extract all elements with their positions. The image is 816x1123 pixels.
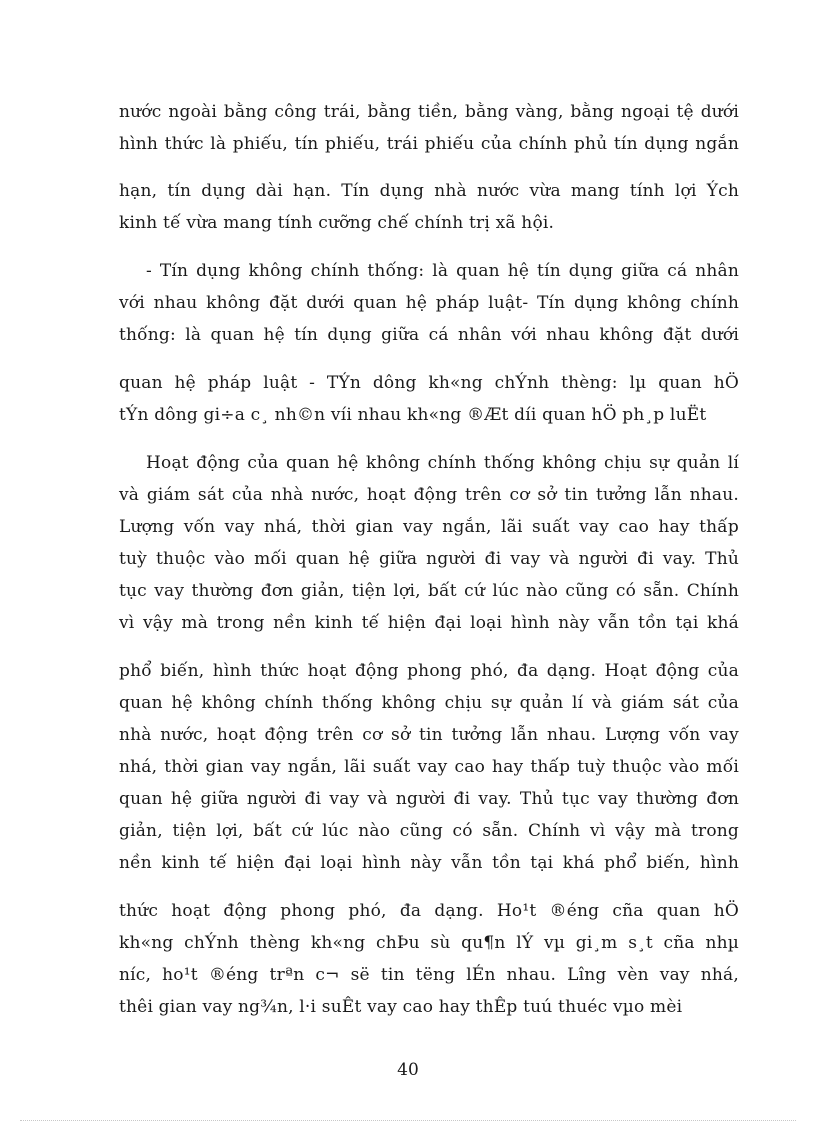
page-bottom-rule <box>20 1120 796 1121</box>
text-line: Hoạt động của quan hệ không chính thống không chịu sự quản lí <box>146 453 739 473</box>
text-line: quan hệ không chính thống không chịu sự quản lí và giám sát của <box>119 693 739 713</box>
text-line: Lượng vốn vay nhá, thời gian vay ngắn, lãi suất vay cao hay thấp <box>119 517 739 537</box>
page-number: 40 <box>397 1060 419 1080</box>
text-line: thống: là quan hệ tín dụng giữa cá nhân với nhau không đặt dưới <box>119 325 739 345</box>
text-line: tục vay thường đơn giản, tiện lợi, bất cứ lúc nào cũng có sẵn. Chính <box>119 581 739 601</box>
text-line: tÝn dông gi÷a c¸ nh©n víi nhau kh«ng ®Æt díi quan hÖ ph¸p luËt <box>119 405 707 425</box>
text-line: kinh tế vừa mang tính cưỡng chế chính trị xã hội. <box>119 213 555 233</box>
text-line: nước ngoài bằng công trái, bằng tiền, bằng vàng, bằng ngoại tệ dưới <box>119 102 739 122</box>
text-line: nhá, thời gian vay ngắn, lãi suất vay cao hay thấp tuỳ thuộc vào mối <box>119 757 739 777</box>
text-line: thức hoạt động phong phó, đa dạng. Ho¹t ®éng cña quan hÖ <box>119 901 739 921</box>
text-line: vì vậy mà trong nền kinh tế hiện đại loại hình này vẫn tồn tại khá <box>119 613 739 633</box>
text-line: nền kinh tế hiện đại loại hình này vẫn tồn tại khá phổ biến, hình <box>119 853 739 873</box>
text-line: và giám sát của nhà nước, hoạt động trên cơ sở tin tưởng lẫn nhau. <box>119 485 739 505</box>
text-line: - Tín dụng không chính thống: là quan hệ tín dụng giữa cá nhân <box>146 261 739 281</box>
text-line: kh«ng chÝnh thèng kh«ng chÞu sù qu¶n lÝ vµ gi¸m s¸t cña nhµ <box>119 933 739 953</box>
text-line: thêi gian vay ng¾n, l·i suÊt vay cao hay thÊp tuú thuéc vµo mèi <box>119 997 683 1017</box>
text-line: nhà nước, hoạt động trên cơ sở tin tưởng lẫn nhau. Lượng vốn vay <box>119 725 739 745</box>
text-line: níc, ho¹t ®éng trªn c¬ së tin tëng lÉn nhau. Lîng vèn vay nhá, <box>119 965 739 985</box>
text-line: hạn, tín dụng dài hạn. Tín dụng nhà nước vừa mang tính lợi Ých <box>119 181 739 201</box>
text-line: giản, tiện lợi, bất cứ lúc nào cũng có sẵn. Chính vì vậy mà trong <box>119 821 739 841</box>
text-line: với nhau không đặt dưới quan hệ pháp luật- Tín dụng không chính <box>119 293 739 313</box>
text-line: phổ biến, hình thức hoạt động phong phó, đa dạng. Hoạt động của <box>119 661 739 681</box>
text-line: hình thức là phiếu, tín phiếu, trái phiếu của chính phủ tín dụng ngắn <box>119 134 739 154</box>
text-line: quan hệ giữa người đi vay và người đi vay. Thủ tục vay thường đơn <box>119 789 739 809</box>
text-line: tuỳ thuộc vào mối quan hệ giữa người đi vay và người đi vay. Thủ <box>119 549 739 569</box>
text-line: quan hệ pháp luật - TÝn dông kh«ng chÝnh thèng: lµ quan hÖ <box>119 373 739 393</box>
